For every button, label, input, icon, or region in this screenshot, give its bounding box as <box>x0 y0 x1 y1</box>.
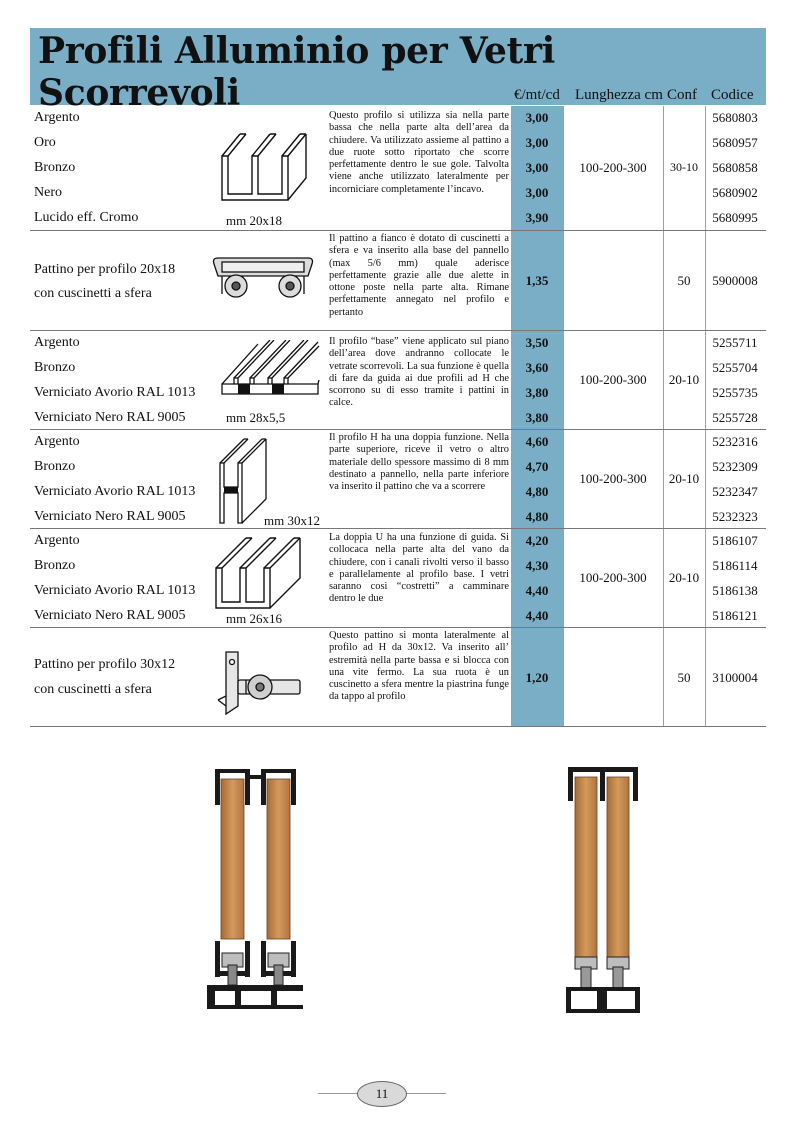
row-divider <box>30 627 766 628</box>
product-price: 4,40 <box>525 608 549 623</box>
double-u-assembly-drawing <box>562 765 642 1015</box>
h-profile-assembly-drawing <box>205 765 315 1015</box>
product-price: 4,60 <box>525 434 549 449</box>
profile-dimension: mm 26x16 <box>226 611 282 626</box>
product-price: 3,00 <box>525 185 549 200</box>
row-divider <box>30 330 766 331</box>
product-description: Questo profilo si utilizza sia nella parte bassa che nella parte alta dell’area da chiudere. Va utilizzato assieme al pattino a due ruote sotto riportato che scorre perfettamente dentro le sue gole. Talvolta viene anche utilizzato lateralmente per incorniciare completamente l’incavo. <box>329 110 509 195</box>
product-name: Argento <box>34 110 80 125</box>
row-divider <box>30 230 766 231</box>
product-name: Verniciato Avorio RAL 1013 <box>34 583 196 598</box>
u-profile-illustration <box>212 128 307 206</box>
product-code: 5255704 <box>712 360 758 375</box>
product-length: 100-200-300 <box>579 372 647 387</box>
product-conf: 50 <box>677 273 691 288</box>
product-name: Argento <box>34 434 80 449</box>
product-description: Il profilo “base” viene applicato sul piano dell’area dove andranno collocate le vetrate scorrevoli. La sua funzione è quella di fare da guida ai due profili ad H che scorrono su di esso tramite i pattini in calce. <box>329 336 509 409</box>
product-name: Argento <box>34 335 80 350</box>
product-conf: 20-10 <box>668 471 700 486</box>
page-rule-right <box>406 1093 446 1094</box>
product-description: La doppia U ha una funzione di guida. Si collocaca nella parte alta del vano da chiudere, con i canali rivolti verso il basso e parallelamente al profilo base. I vetri saranno così “costretti” a camminare dentro le due <box>329 532 509 605</box>
product-length: 100-200-300 <box>579 570 647 585</box>
base-profile-illustration <box>220 340 320 398</box>
product-description: Il profilo H ha una doppia funzione. Nella parte superiore, riceve il vetro o altro materiale dello spessore massimo di 8 mm destinato a pannello, nella parte inferiore va inserito il pattino che va a scorrere <box>329 432 509 493</box>
product-conf: 20-10 <box>668 372 700 387</box>
product-name: Oro <box>34 135 56 150</box>
row-divider <box>30 528 766 529</box>
profile-dimension: mm 20x18 <box>226 213 282 228</box>
product-code: 5255735 <box>712 385 758 400</box>
product-name: Argento <box>34 533 80 548</box>
product-code: 5186138 <box>712 583 758 598</box>
product-price: 1,20 <box>525 670 549 685</box>
product-price: 3,00 <box>525 135 549 150</box>
product-conf: 30-10 <box>670 160 698 174</box>
product-name: Verniciato Nero RAL 9005 <box>34 608 186 623</box>
col-header-conf: Conf <box>667 87 697 103</box>
product-price: 3,00 <box>525 160 549 175</box>
product-code: 5255728 <box>712 410 758 425</box>
product-code: 5232323 <box>712 509 758 524</box>
product-price: 3,00 <box>525 110 549 125</box>
product-name: Lucido eff. Cromo <box>34 210 139 225</box>
product-code: 5680803 <box>712 110 758 125</box>
product-price: 4,20 <box>525 533 549 548</box>
product-name: Pattino per profilo 20x18 <box>34 262 176 277</box>
product-name: con cuscinetti a sfera <box>34 286 152 301</box>
product-code: 5232316 <box>712 434 758 449</box>
product-name: Bronzo <box>34 459 76 474</box>
product-conf: 50 <box>677 670 691 685</box>
profile-dimension: mm 30x12 <box>264 513 320 528</box>
product-code: 5232309 <box>712 459 758 474</box>
product-name: Verniciato Nero RAL 9005 <box>34 410 186 425</box>
product-code: 5232347 <box>712 484 758 499</box>
product-code: 5186121 <box>712 608 758 623</box>
side-roller-illustration <box>212 648 307 718</box>
col-header-code: Codice <box>711 87 754 103</box>
product-price: 4,80 <box>525 484 549 499</box>
product-code: 5900008 <box>712 273 758 288</box>
product-price: 3,80 <box>525 410 549 425</box>
product-code: 3100004 <box>712 670 758 685</box>
double-u-profile-illustration <box>210 532 305 612</box>
roller-carriage-illustration <box>208 250 318 305</box>
product-name: Bronzo <box>34 558 76 573</box>
product-code: 5255711 <box>712 335 758 350</box>
product-code: 5680902 <box>712 185 758 200</box>
product-length: 100-200-300 <box>579 160 647 175</box>
row-divider <box>30 429 766 430</box>
col-header-price: €/mt/cd <box>514 87 560 103</box>
product-name: Pattino per profilo 30x12 <box>34 657 176 672</box>
page-title: Profili Alluminio per Vetri Scorrevoli <box>38 30 555 114</box>
h-profile-illustration <box>214 435 274 527</box>
product-name: Verniciato Avorio RAL 1013 <box>34 385 196 400</box>
product-price: 3,90 <box>525 210 549 225</box>
product-price: 4,80 <box>525 509 549 524</box>
product-name: Nero <box>34 185 62 200</box>
product-price: 4,40 <box>525 583 549 598</box>
product-name: Bronzo <box>34 160 76 175</box>
profile-dimension: mm 28x5,5 <box>226 410 286 425</box>
product-price: 4,70 <box>525 459 549 474</box>
product-description: Il pattino a fianco è dotato di cuscinetti a sfera e va inserito alla base del pannello (max 5/6 mm) quale aderisce perfettamente grazie alle due alette in ottone poste nella parte alta. Rimane perfettamente annegato nel profilo e pertanto <box>329 233 509 318</box>
product-name: Verniciato Avorio RAL 1013 <box>34 484 196 499</box>
product-length: 100-200-300 <box>579 471 647 486</box>
product-code: 5186107 <box>712 533 758 548</box>
page-number: 11 <box>357 1081 407 1107</box>
product-price: 3,60 <box>525 360 549 375</box>
col-divider <box>663 106 664 726</box>
product-price: 1,35 <box>525 273 549 288</box>
product-code: 5680995 <box>712 210 758 225</box>
col-divider <box>563 106 564 726</box>
product-price: 4,30 <box>525 558 549 573</box>
product-description: Questo pattino si monta lateralmente al profilo ad H da 30x12. Va inserito all’ estremità nella parte bassa e si blocca con una vite fermo. La sua ruota è un cuscinetto a sfera mentre la piastrina funge da tappo al profilo <box>329 630 509 703</box>
product-code: 5186114 <box>712 558 758 573</box>
product-name: con cuscinetti a sfera <box>34 682 152 697</box>
product-name: Bronzo <box>34 360 76 375</box>
row-divider <box>30 726 766 727</box>
product-price: 3,80 <box>525 385 549 400</box>
page-rule-left <box>318 1093 358 1094</box>
col-header-length: Lunghezza cm <box>575 87 663 103</box>
product-code: 5680957 <box>712 135 758 150</box>
product-name: Verniciato Nero RAL 9005 <box>34 509 186 524</box>
product-code: 5680858 <box>712 160 758 175</box>
product-price: 3,50 <box>525 335 549 350</box>
product-conf: 20-10 <box>668 570 700 585</box>
